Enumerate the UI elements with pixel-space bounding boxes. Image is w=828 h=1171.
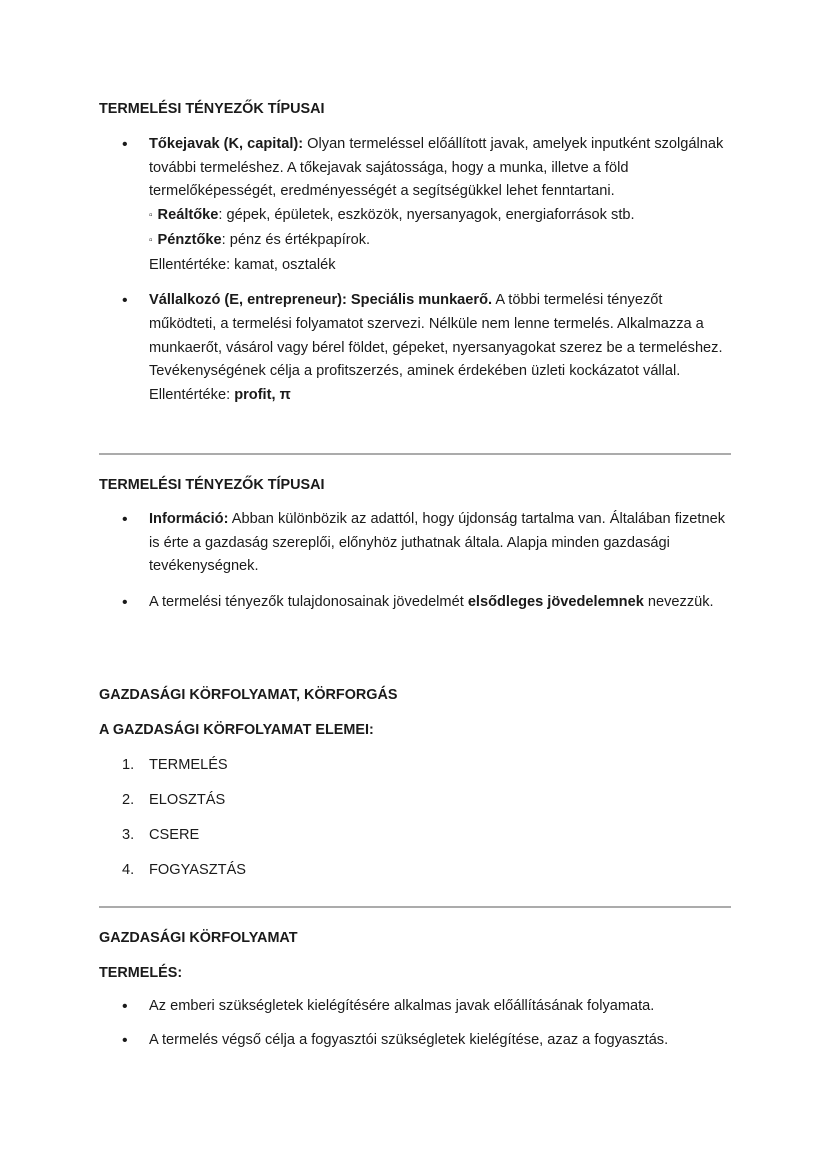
capital-counter-value: Ellentértéke: kamat, osztalék bbox=[149, 256, 336, 273]
item-label: FOGYASZTÁS bbox=[149, 862, 247, 878]
list-item-capital bbox=[99, 133, 731, 277]
real-capital-description: : gépek, épületek, eszközök, nyersanyagok, energiaforrások stb. bbox=[218, 207, 635, 224]
item-label: TERMELÉS bbox=[149, 757, 228, 773]
term-money-capital: Pénztőke bbox=[157, 231, 222, 248]
list-item bbox=[99, 825, 731, 860]
list-item bbox=[99, 860, 731, 895]
square-bullet-icon: ▫ bbox=[149, 234, 153, 246]
square-bullet-icon: ▫ bbox=[149, 210, 153, 222]
section-heading: GAZDASÁGI KÖRFOLYAMAT, KÖRFORGÁS bbox=[99, 687, 398, 703]
list-item: • A termelés végső célja a fogyasztói szükségletek kielégítése, azaz a fogyasztás. bbox=[99, 1029, 731, 1053]
term-primary-income: elsődleges jövedelemnek bbox=[467, 594, 644, 611]
item-number: 4. bbox=[122, 862, 135, 878]
item-label: CSERE bbox=[149, 827, 200, 843]
sub-item-money-capital bbox=[149, 229, 731, 254]
term-entrepreneur: Vállalkozó (E, entrepreneur): Speciális munkaerő. bbox=[149, 292, 493, 309]
entrepreneur-counter-value bbox=[149, 384, 731, 408]
item-number: 1. bbox=[122, 757, 135, 773]
section-heading: GAZDASÁGI KÖRFOLYAMAT bbox=[99, 930, 298, 946]
item-number: 2. bbox=[122, 792, 135, 808]
section-heading: TERMELÉSI TÉNYEZŐK TÍPUSAI bbox=[99, 101, 325, 117]
capital-description: Olyan termeléssel előállított javak, amelyek inputként szolgálnak további termeléshez. A tőkejavak sajátossága, hogy a munka, illetve a föld termelőképességét, eredményességét a segítségükkel lehet fenntartani. bbox=[149, 136, 724, 200]
production-list bbox=[99, 995, 731, 1052]
term-capital: Tőkejavak (K, capital): bbox=[149, 136, 304, 152]
divider bbox=[99, 453, 731, 455]
list-item-entrepreneur bbox=[99, 289, 731, 408]
section-production-factors-2 bbox=[99, 475, 731, 615]
sub-item-real-capital bbox=[149, 204, 731, 229]
subsection-heading: A GAZDASÁGI KÖRFOLYAMAT ELEMEI: bbox=[99, 722, 374, 738]
counter-label: Ellentértéke: bbox=[149, 387, 235, 404]
income-text: A termelési tényezők tulajdonosainak jövedelmét bbox=[149, 594, 468, 611]
section-economic-cycle bbox=[99, 685, 731, 895]
factor-list bbox=[99, 133, 731, 408]
section-production bbox=[99, 928, 731, 1052]
income-text-end: nevezzük. bbox=[643, 594, 714, 611]
term-information: Információ: bbox=[149, 511, 229, 527]
list-item-primary-income bbox=[99, 591, 731, 615]
entrepreneur-description: A többi termelési tényezőt működteti, a termelési folyamatot szervezi. Nélküle nem lenne termelés. Alkalmazza a munkaerőt, vásárol vagy bérel földet, gépeket, nyersanyagokat szerez be a termeléshez. Tevékenységének célja a profitszerzés, aminek érdekében üzleti kockázatot vállal. bbox=[149, 292, 723, 380]
section-production-factors-1 bbox=[99, 99, 731, 408]
divider bbox=[99, 906, 731, 908]
section-heading: TERMELÉSI TÉNYEZŐK TÍPUSAI bbox=[99, 477, 325, 493]
term-real-capital: Reáltőke bbox=[157, 207, 219, 224]
money-capital-description: : pénz és értékpapírok. bbox=[221, 231, 371, 248]
item-label: ELOSZTÁS bbox=[149, 792, 226, 808]
cycle-elements-list bbox=[99, 755, 731, 895]
item-number: 3. bbox=[122, 827, 135, 843]
counter-value: profit, π bbox=[234, 387, 291, 404]
subsection-heading: TERMELÉS: bbox=[99, 965, 183, 981]
factor-list bbox=[99, 508, 731, 615]
list-item bbox=[99, 790, 731, 825]
list-item: • Az emberi szükségletek kielégítésére alkalmas javak előállításának folyamata. bbox=[99, 995, 731, 1019]
information-description: Abban különbözik az adattól, hogy újdonság tartalma van. Általában fizetnek is érte a gazdaság szereplői, előnyhöz juthatnak általa. Alapja minden gazdasági tevékenységnek. bbox=[149, 511, 725, 575]
list-item bbox=[99, 755, 731, 790]
list-item-information bbox=[99, 508, 731, 579]
